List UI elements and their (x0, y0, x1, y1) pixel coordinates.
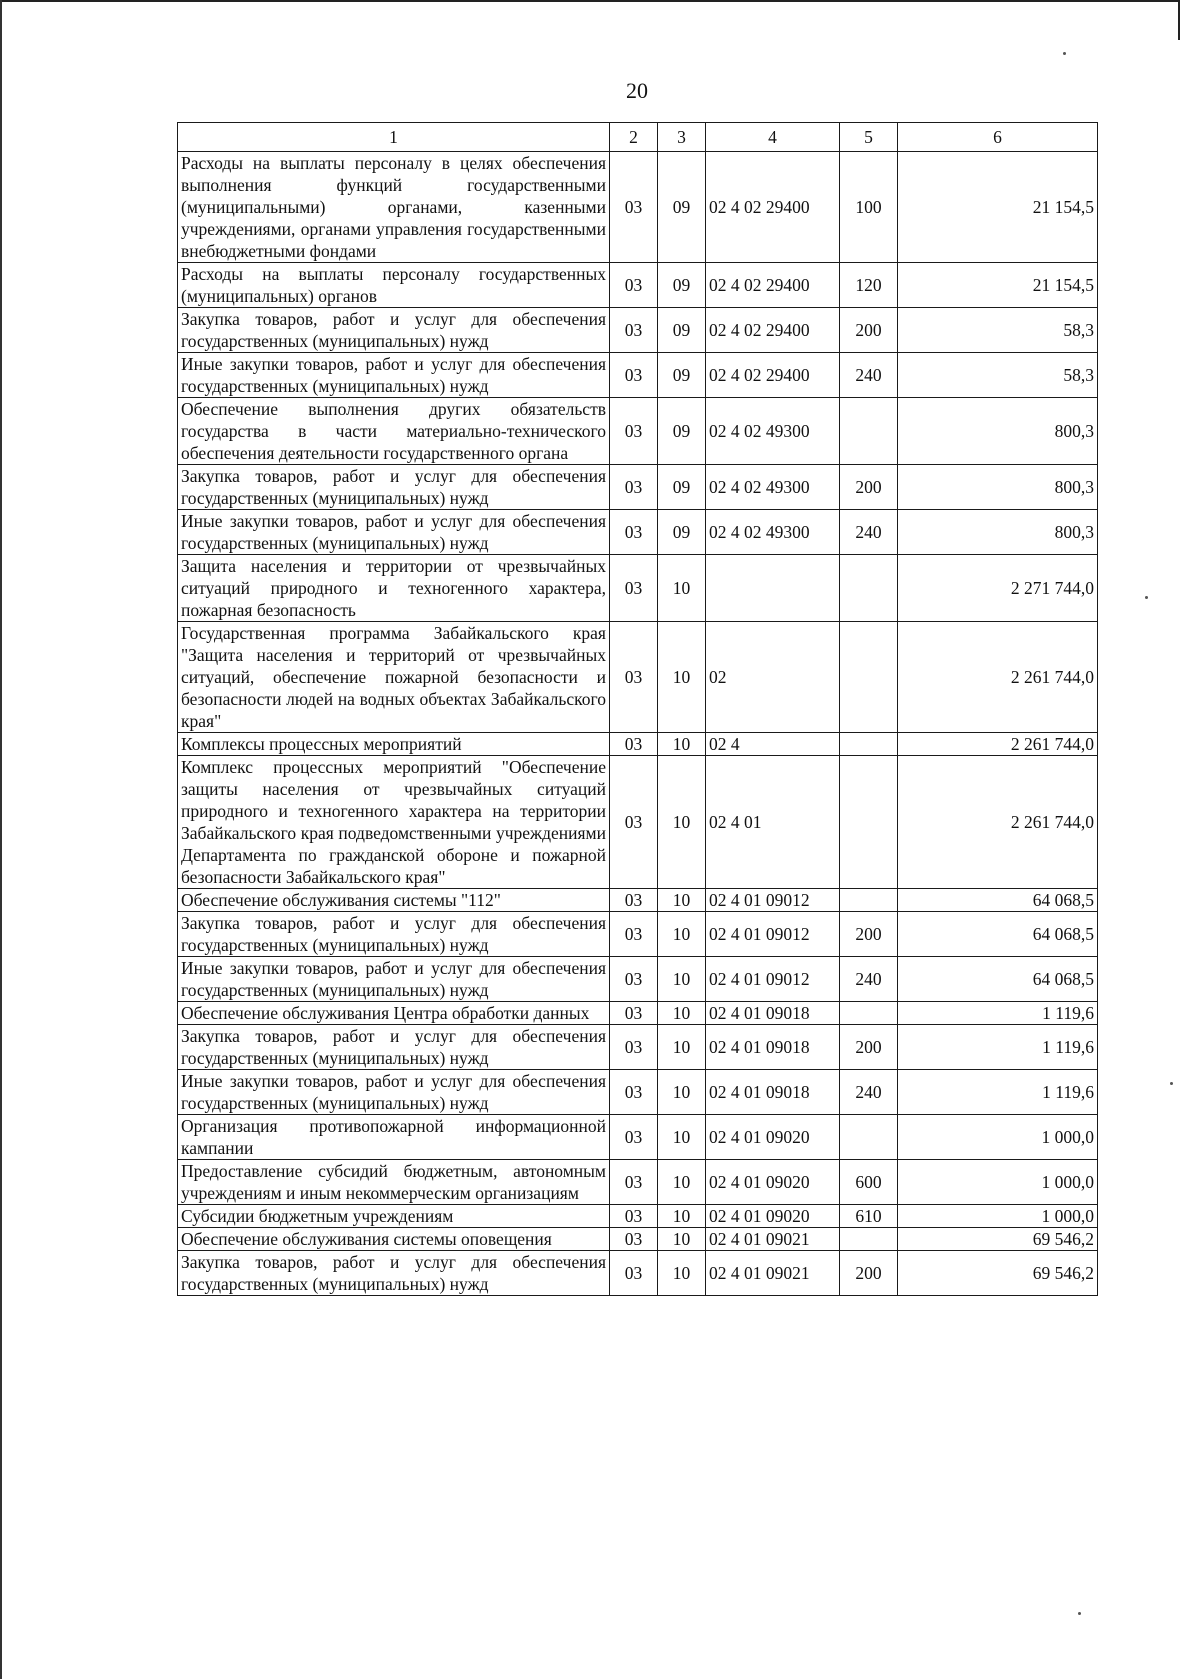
row-section-code: 03 (610, 555, 658, 622)
row-expense-type: 240 (840, 353, 898, 398)
table-row (178, 1160, 1098, 1205)
scan-border-top (0, 0, 1180, 2)
header-row (178, 123, 1098, 152)
row-amount: 1 119,6 (898, 1025, 1098, 1070)
row-expense-type: 100 (840, 152, 898, 263)
row-name: Субсидии бюджетным учреждениям (178, 1205, 610, 1228)
row-subsection-code: 10 (658, 1251, 706, 1296)
scan-border-left (0, 0, 2, 1679)
scan-speck (1063, 52, 1066, 55)
table-row (178, 1070, 1098, 1115)
row-expense-type: 240 (840, 510, 898, 555)
row-section-code: 03 (610, 622, 658, 733)
table-row (178, 398, 1098, 465)
row-amount: 2 261 744,0 (898, 756, 1098, 889)
row-section-code: 03 (610, 1251, 658, 1296)
row-amount: 1 000,0 (898, 1115, 1098, 1160)
row-section-code: 03 (610, 353, 658, 398)
row-amount: 1 119,6 (898, 1070, 1098, 1115)
row-section-code: 03 (610, 510, 658, 555)
row-section-code: 03 (610, 398, 658, 465)
row-section-code: 03 (610, 889, 658, 912)
table-row (178, 1025, 1098, 1070)
row-target-article: 02 (706, 622, 840, 733)
row-target-article: 02 4 01 09018 (706, 1025, 840, 1070)
scan-speck (1170, 1082, 1173, 1085)
row-target-article: 02 4 02 29400 (706, 152, 840, 263)
row-subsection-code: 09 (658, 152, 706, 263)
row-amount: 2 261 744,0 (898, 733, 1098, 756)
row-expense-type: 610 (840, 1205, 898, 1228)
row-expense-type (840, 555, 898, 622)
row-name: Обеспечение обслуживания системы "112" (178, 889, 610, 912)
row-expense-type (840, 889, 898, 912)
table-row (178, 622, 1098, 733)
row-section-code: 03 (610, 1160, 658, 1205)
row-expense-type: 600 (840, 1160, 898, 1205)
row-name: Организация противопожарной информационной кампании (178, 1115, 610, 1160)
row-section-code: 03 (610, 263, 658, 308)
row-section-code: 03 (610, 465, 658, 510)
row-amount: 1 119,6 (898, 1002, 1098, 1025)
row-section-code: 03 (610, 756, 658, 889)
row-expense-type (840, 733, 898, 756)
table-row (178, 957, 1098, 1002)
row-name: Закупка товаров, работ и услуг для обеспечения государственных (муниципальных) нужд (178, 308, 610, 353)
row-subsection-code: 09 (658, 308, 706, 353)
row-section-code: 03 (610, 1228, 658, 1251)
row-subsection-code: 10 (658, 756, 706, 889)
row-amount: 64 068,5 (898, 912, 1098, 957)
row-section-code: 03 (610, 733, 658, 756)
table-row (178, 912, 1098, 957)
table-row (178, 889, 1098, 912)
row-name: Закупка товаров, работ и услуг для обеспечения государственных (муниципальных) нужд (178, 1251, 610, 1296)
budget-table (177, 122, 1098, 1296)
table-row (178, 555, 1098, 622)
row-expense-type (840, 1115, 898, 1160)
row-target-article: 02 4 02 49300 (706, 510, 840, 555)
row-target-article: 02 4 02 29400 (706, 353, 840, 398)
table-row (178, 1228, 1098, 1251)
table-row (178, 733, 1098, 756)
row-name: Комплексы процессных мероприятий (178, 733, 610, 756)
row-subsection-code: 09 (658, 465, 706, 510)
row-target-article: 02 4 02 29400 (706, 308, 840, 353)
row-target-article: 02 4 02 29400 (706, 263, 840, 308)
row-target-article: 02 4 01 09021 (706, 1251, 840, 1296)
row-target-article: 02 4 01 09018 (706, 1002, 840, 1025)
row-name: Иные закупки товаров, работ и услуг для обеспечения государственных (муниципальных) нужд (178, 353, 610, 398)
table-row (178, 756, 1098, 889)
table-row (178, 1251, 1098, 1296)
header-col-5: 5 (840, 123, 898, 152)
scan-speck (1078, 1612, 1081, 1615)
row-subsection-code: 10 (658, 1115, 706, 1160)
row-expense-type: 240 (840, 1070, 898, 1115)
row-subsection-code: 09 (658, 398, 706, 465)
row-target-article: 02 4 01 09018 (706, 1070, 840, 1115)
row-expense-type: 200 (840, 308, 898, 353)
row-subsection-code: 10 (658, 1025, 706, 1070)
row-name: Обеспечение обслуживания Центра обработки данных (178, 1002, 610, 1025)
row-expense-type: 200 (840, 465, 898, 510)
row-target-article: 02 4 01 09020 (706, 1115, 840, 1160)
row-amount: 64 068,5 (898, 957, 1098, 1002)
row-section-code: 03 (610, 1025, 658, 1070)
row-name: Обеспечение обслуживания системы оповещения (178, 1228, 610, 1251)
row-subsection-code: 10 (658, 957, 706, 1002)
row-expense-type (840, 1002, 898, 1025)
row-section-code: 03 (610, 1070, 658, 1115)
row-target-article: 02 4 01 09012 (706, 889, 840, 912)
row-subsection-code: 10 (658, 1070, 706, 1115)
row-target-article: 02 4 (706, 733, 840, 756)
row-name: Закупка товаров, работ и услуг для обеспечения государственных (муниципальных) нужд (178, 1025, 610, 1070)
row-section-code: 03 (610, 1115, 658, 1160)
row-expense-type: 120 (840, 263, 898, 308)
header-col-4: 4 (706, 123, 840, 152)
header-col-3: 3 (658, 123, 706, 152)
header-col-6: 6 (898, 123, 1098, 152)
row-subsection-code: 10 (658, 889, 706, 912)
row-target-article: 02 4 01 09021 (706, 1228, 840, 1251)
row-amount: 800,3 (898, 398, 1098, 465)
scan-border-right (1178, 0, 1180, 40)
row-amount: 21 154,5 (898, 263, 1098, 308)
row-name: Иные закупки товаров, работ и услуг для обеспечения государственных (муниципальных) нужд (178, 510, 610, 555)
table-row (178, 308, 1098, 353)
row-section-code: 03 (610, 1205, 658, 1228)
row-amount: 1 000,0 (898, 1160, 1098, 1205)
row-expense-type (840, 756, 898, 889)
row-amount: 21 154,5 (898, 152, 1098, 263)
table-row (178, 263, 1098, 308)
row-subsection-code: 10 (658, 555, 706, 622)
table-row (178, 152, 1098, 263)
row-subsection-code: 09 (658, 353, 706, 398)
row-section-code: 03 (610, 152, 658, 263)
row-name: Обеспечение выполнения других обязательств государства в части материально-технического обеспечения деятельности государственного органа (178, 398, 610, 465)
row-amount: 1 000,0 (898, 1205, 1098, 1228)
row-subsection-code: 10 (658, 622, 706, 733)
page-number: 20 (626, 78, 648, 103)
row-target-article: 02 4 01 09012 (706, 912, 840, 957)
row-subsection-code: 10 (658, 1002, 706, 1025)
row-name: Комплекс процессных мероприятий "Обеспечение защиты населения от чрезвычайных ситуаций природного и техногенного характера на территории Забайкальского края подведомственными учреждениями Департамента по гражданской обороне и пожарной безопасности Забайкальского края" (178, 756, 610, 889)
header-col-1: 1 (178, 123, 610, 152)
table-row (178, 1205, 1098, 1228)
row-name: Иные закупки товаров, работ и услуг для обеспечения государственных (муниципальных) нужд (178, 957, 610, 1002)
row-target-article (706, 555, 840, 622)
row-amount: 2 261 744,0 (898, 622, 1098, 733)
row-expense-type: 200 (840, 912, 898, 957)
row-amount: 800,3 (898, 510, 1098, 555)
row-name: Предоставление субсидий бюджетным, автономным учреждениям и иным некоммерческим организациям (178, 1160, 610, 1205)
row-subsection-code: 10 (658, 1160, 706, 1205)
row-name: Государственная программа Забайкальского края "Защита населения и территорий от чрезвычайных ситуаций, обеспечение пожарной безопасности и безопасности людей на водных объектах Забайкальского края" (178, 622, 610, 733)
row-subsection-code: 09 (658, 263, 706, 308)
row-target-article: 02 4 02 49300 (706, 398, 840, 465)
row-subsection-code: 10 (658, 1205, 706, 1228)
row-target-article: 02 4 01 09012 (706, 957, 840, 1002)
table-row (178, 510, 1098, 555)
row-name: Закупка товаров, работ и услуг для обеспечения государственных (муниципальных) нужд (178, 912, 610, 957)
row-amount: 69 546,2 (898, 1228, 1098, 1251)
row-section-code: 03 (610, 308, 658, 353)
table-body (178, 152, 1098, 1296)
row-name: Расходы на выплаты персоналу в целях обеспечения выполнения функций государственными (муниципальными) органами, казенными учреждениями, органами управления государственными внебюджетными фондами (178, 152, 610, 263)
row-expense-type: 200 (840, 1025, 898, 1070)
table-row (178, 1002, 1098, 1025)
row-section-code: 03 (610, 957, 658, 1002)
row-target-article: 02 4 02 49300 (706, 465, 840, 510)
row-expense-type (840, 1228, 898, 1251)
row-subsection-code: 10 (658, 1228, 706, 1251)
row-amount: 58,3 (898, 353, 1098, 398)
row-expense-type (840, 622, 898, 733)
row-amount: 800,3 (898, 465, 1098, 510)
row-expense-type: 240 (840, 957, 898, 1002)
header-col-2: 2 (610, 123, 658, 152)
row-subsection-code: 10 (658, 912, 706, 957)
row-section-code: 03 (610, 912, 658, 957)
table-row (178, 465, 1098, 510)
row-name: Иные закупки товаров, работ и услуг для обеспечения государственных (муниципальных) нужд (178, 1070, 610, 1115)
row-expense-type (840, 398, 898, 465)
row-amount: 2 271 744,0 (898, 555, 1098, 622)
row-subsection-code: 10 (658, 733, 706, 756)
table-row (178, 1115, 1098, 1160)
row-target-article: 02 4 01 09020 (706, 1205, 840, 1228)
row-amount: 69 546,2 (898, 1251, 1098, 1296)
row-amount: 58,3 (898, 308, 1098, 353)
row-amount: 64 068,5 (898, 889, 1098, 912)
row-expense-type: 200 (840, 1251, 898, 1296)
row-target-article: 02 4 01 (706, 756, 840, 889)
row-name: Расходы на выплаты персоналу государственных (муниципальных) органов (178, 263, 610, 308)
row-name: Закупка товаров, работ и услуг для обеспечения государственных (муниципальных) нужд (178, 465, 610, 510)
row-section-code: 03 (610, 1002, 658, 1025)
row-target-article: 02 4 01 09020 (706, 1160, 840, 1205)
scan-speck (1145, 596, 1148, 599)
row-subsection-code: 09 (658, 510, 706, 555)
table-row (178, 353, 1098, 398)
row-name: Защита населения и территории от чрезвычайных ситуаций природного и техногенного характера, пожарная безопасность (178, 555, 610, 622)
